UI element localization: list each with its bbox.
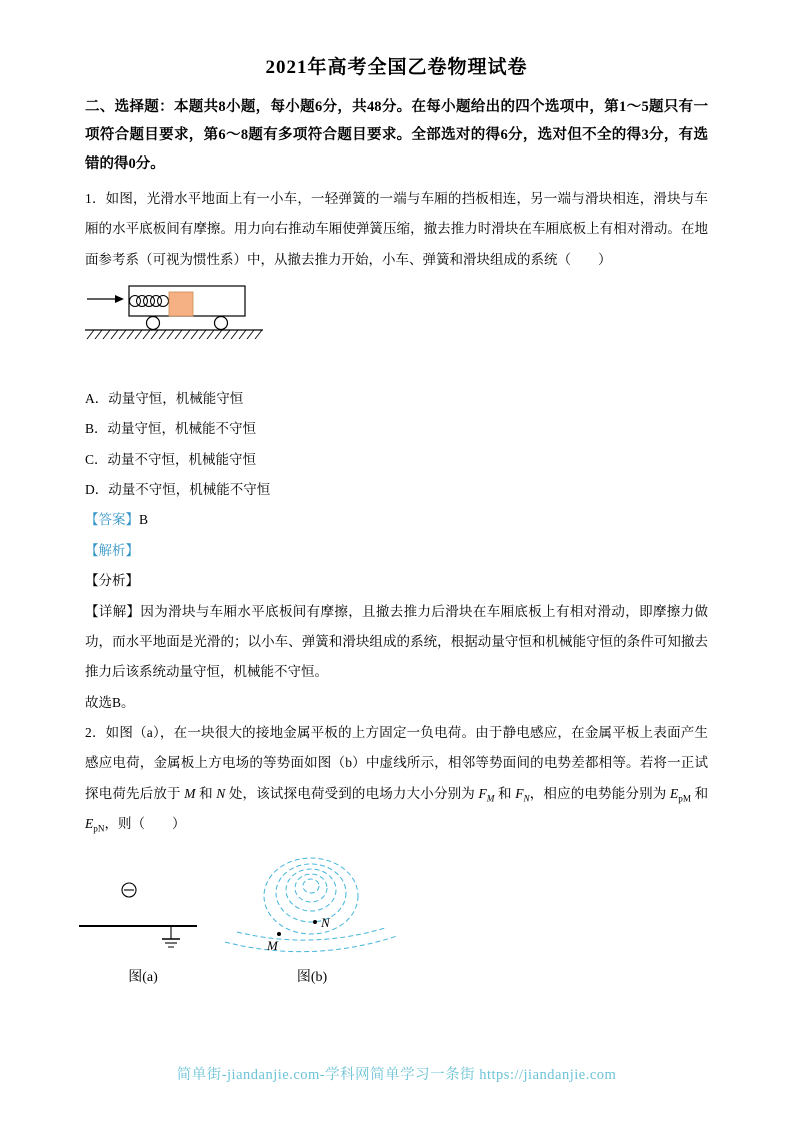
figure-a <box>77 870 209 986</box>
figure-b <box>223 850 401 986</box>
answer-value: B <box>139 512 149 528</box>
grounded-plate-charge-diagram <box>77 870 209 962</box>
figure-b-label: 图(b) <box>296 969 328 985</box>
page-footer: 简单街-jiandanjie.com-学科网简单学习一条街 https://jiandanjie.com <box>176 1067 617 1083</box>
detail-text: 因为滑块与车厢水平底板间有摩擦，且撤去推力后滑块在车厢底板上有相对滑动，即摩擦力做功，而水平地面是光滑的；以小车、弹簧和滑块组成的系统，根据动量守恒和机械能守恒的条件可知撤去推力后该系统动量守恒，机械能不守恒。 <box>85 603 709 680</box>
q1-option-b: B．动量守恒，机械能不守恒 <box>85 421 257 437</box>
ground-hatching <box>85 330 263 339</box>
q1-option-a: A．动量守恒，机械能守恒 <box>85 390 244 406</box>
earth-ground-icon <box>162 926 180 947</box>
cart-wheel-left <box>147 316 160 329</box>
point-n-dot <box>313 920 317 924</box>
q1-detail <box>85 597 708 688</box>
push-force-arrow <box>87 295 124 303</box>
q1-option-c: C．动量不守恒，机械能守恒 <box>85 451 257 467</box>
q1-analysis-line <box>85 536 708 566</box>
section-header: 二、选择题：本题共8小题，每小题6分，共48分。在每小题给出的四个选项中，第1～5题只有一项符合题目要求，第6～8题有多项符合题目要求。全部选对的得6分，选对但不全的得3分，有选错的得0分。 <box>85 99 708 172</box>
page-title: 2021年高考全国乙卷物理试卷 <box>265 57 528 78</box>
spring-coil <box>130 295 169 306</box>
negative-charge-icon <box>122 883 136 897</box>
analysis-label: 【解析】 <box>85 542 139 558</box>
q1-answer-line <box>85 505 708 535</box>
q1-stem: 1．如图，光滑水平地面上有一小车，一轻弹簧的一端与车厢的挡板相连，另一端与滑块相连，滑块与车厢的水平底板间有摩擦。用力向右推动车厢使弹簧压缩，撤去推力时滑块在车厢底板上有相对滑动。在地面参考系（可视为惯性系）中，从撤去推力开始，小车、弹簧和滑块组成的系统（ ） <box>85 190 708 267</box>
q1-fenxi-line: 【分析】 <box>85 573 139 589</box>
q1-options <box>85 384 708 506</box>
point-m-label: M <box>267 937 278 953</box>
point-n-label: N <box>321 914 330 930</box>
detail-label: 【详解】 <box>85 603 141 619</box>
cart-spring-block-diagram <box>85 283 275 345</box>
equipotential-dashed-lines <box>225 858 397 952</box>
q2-stem: 2．如图（a），在一块很大的接地金属平板的上方固定一负电荷。由于静电感应，在金属平板上表面产生感应电荷，金属板上方电场的等势面如图（b）中虚线所示，相邻等势面间的电势差都相等。若将一正试探电荷先后放于 M 和 N 处，该试探电荷受到的电场力大小分别为 $F_M$ 和 $F_N$，相应的电势能分别为 $E_{pM}$ 和 $E_{pN}$，则（ ） <box>85 725 709 834</box>
q1-conclusion: 故选B。 <box>85 694 135 710</box>
figure-a-label: 图(a) <box>128 969 158 985</box>
cart-wheel-right <box>215 316 228 329</box>
q2-figures <box>77 850 708 986</box>
answer-label: 【答案】 <box>85 512 139 528</box>
point-m-dot <box>277 932 281 936</box>
q1-option-d: D．动量不守恒，机械能不守恒 <box>85 482 271 498</box>
sliding-block <box>169 292 193 316</box>
equipotential-lines-diagram <box>223 850 401 962</box>
q1-figure <box>85 283 708 350</box>
